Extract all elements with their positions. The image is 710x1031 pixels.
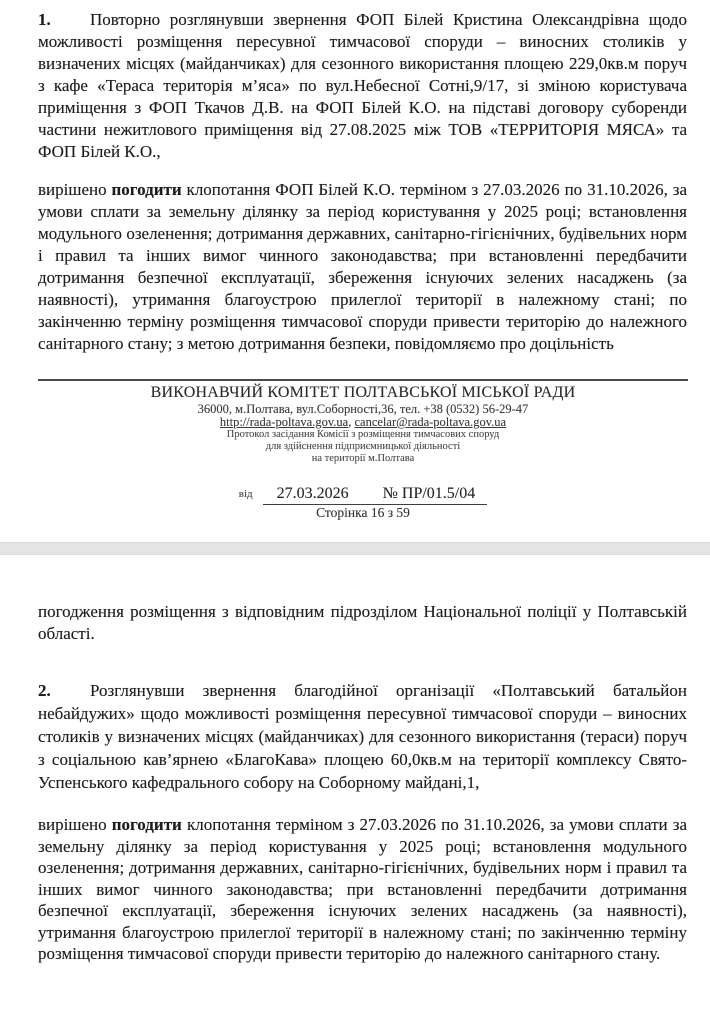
doc-date-label: від — [238, 488, 253, 500]
paragraph-5-prefix: вирішено — [38, 815, 112, 834]
org-address: 36000, м.Полтава, вул.Соборності,36, тел. +38 (0532) 56-29-47 — [197, 402, 529, 416]
paragraph-4 — [38, 679, 687, 794]
org-links-separator: , — [348, 415, 355, 429]
paragraph-2 — [38, 179, 687, 355]
protocol-title-line-1: Протокол засідання Комісії з розміщення тимчасових споруд — [226, 429, 500, 440]
paragraph-4-number: 2. — [38, 681, 51, 700]
doc-dateline — [38, 485, 688, 505]
paragraph-2-text: клопотання ФОП Білей К.О. терміном з 27.03.2026 по 31.10.2026, за умови сплати за земельну ділянку за період користування у 2025 році; встановлення модульного озеленення; дотримання державних, санітарно-гігієнічних, будівельних норм і правил та інших вимог чинного законодавства; при встановленні передбачити дотримання безпечної експлуатації, збереження існуючих зелених насаджень (за наявності), утримання благоустрою прилеглої території в належному стані; по закінченню терміну розміщення тимчасової споруди привести територію до належного санітарного стану; з метою дотримання безпеки, повідомляємо про доцільність — [38, 180, 687, 353]
org-name: ВИКОНАВЧИЙ КОМІТЕТ ПОЛТАВСЬКОЇ МІСЬКОЇ РАДИ — [150, 384, 576, 401]
org-email-link: cancelar@rada-poltava.gov.ua — [354, 415, 507, 429]
page-16-body — [0, 0, 710, 355]
doc-number: № ПР/01.5/04 — [382, 485, 476, 502]
protocol-title-line-2: для здійснення підприємницької діяльності — [265, 441, 461, 452]
letterhead-rule — [38, 379, 688, 381]
page-counter: Сторінка 16 з 59 — [316, 505, 410, 520]
doc-date: 27.03.2026 — [276, 485, 349, 502]
paragraph-2-decision-word: погодити — [111, 180, 182, 199]
paragraph-1 — [38, 9, 687, 163]
org-website-link: http://rada-poltava.gov.ua — [219, 415, 349, 429]
paragraph-5-text: клопотання терміном з 27.03.2026 по 31.10.2026, за умови сплати за земельну ділянку за період користування у 2025 році; встановлення модульного озеленення; дотримання державних, санітарно-гігієнічних, будівельних норм і правил та інших вимог чинного законодавства; при встановленні передбачити дотримання безпечної експлуатації, збереження існуючих зелених насаджень (за наявності), утримання благоустрою прилеглої території в належному стані; по закінченню терміну розміщення тимчасової споруди привести територію до належного санітарного стану. — [38, 815, 687, 963]
doc-date-underline — [263, 485, 488, 505]
page-17-body — [0, 601, 710, 965]
letterhead-stamp — [0, 379, 710, 521]
paragraph-1-number: 1. — [38, 10, 51, 29]
page-break-divider — [0, 542, 710, 555]
protocol-title-line-3: на території м.Полтава — [311, 453, 415, 464]
paragraph-2-prefix: вирішено — [38, 180, 112, 199]
paragraph-3: погодження розміщення з відповідним підрозділом Національної поліції у Полтавській області. — [38, 602, 687, 643]
org-contact-links — [38, 416, 688, 429]
paragraph-5-decision-word: погодити — [111, 815, 182, 834]
paragraph-1-text: Повторно розглянувши звернення ФОП Білей Кристина Олександрівна щодо можливості розміщення пересувної тимчасової споруди – виносних столиків у визначених місцях (майданчиках) для сезонного використання площею 229,0кв.м поруч з кафе «Тераса територія м’яса» по вул.Небесної Сотні,9/17, зі зміною користувача приміщення з ФОП Ткачов Д.В. на ФОП Білей К.О. на підставі договору суборенди частини нежитлового приміщення від 27.08.2025 між ТОВ «ТЕРРИТОРІЯ МЯСА» та ФОП Білей К.О., — [38, 10, 687, 161]
paragraph-4-text: Розглянувши звернення благодійної організації «Полтавський батальйон небайдужих» щодо можливості розміщення пересувної тимчасової споруди – виносних столиків у визначених місцях (майданчиках) для сезонного використання (тераси) поруч з соціальною кав’ярнею «БлагоКава» площею 60,0кв.м на території комплексу Свято-Успенського кафедрального собору на Соборному майдані,1, — [38, 681, 687, 792]
paragraph-5 — [38, 814, 687, 965]
